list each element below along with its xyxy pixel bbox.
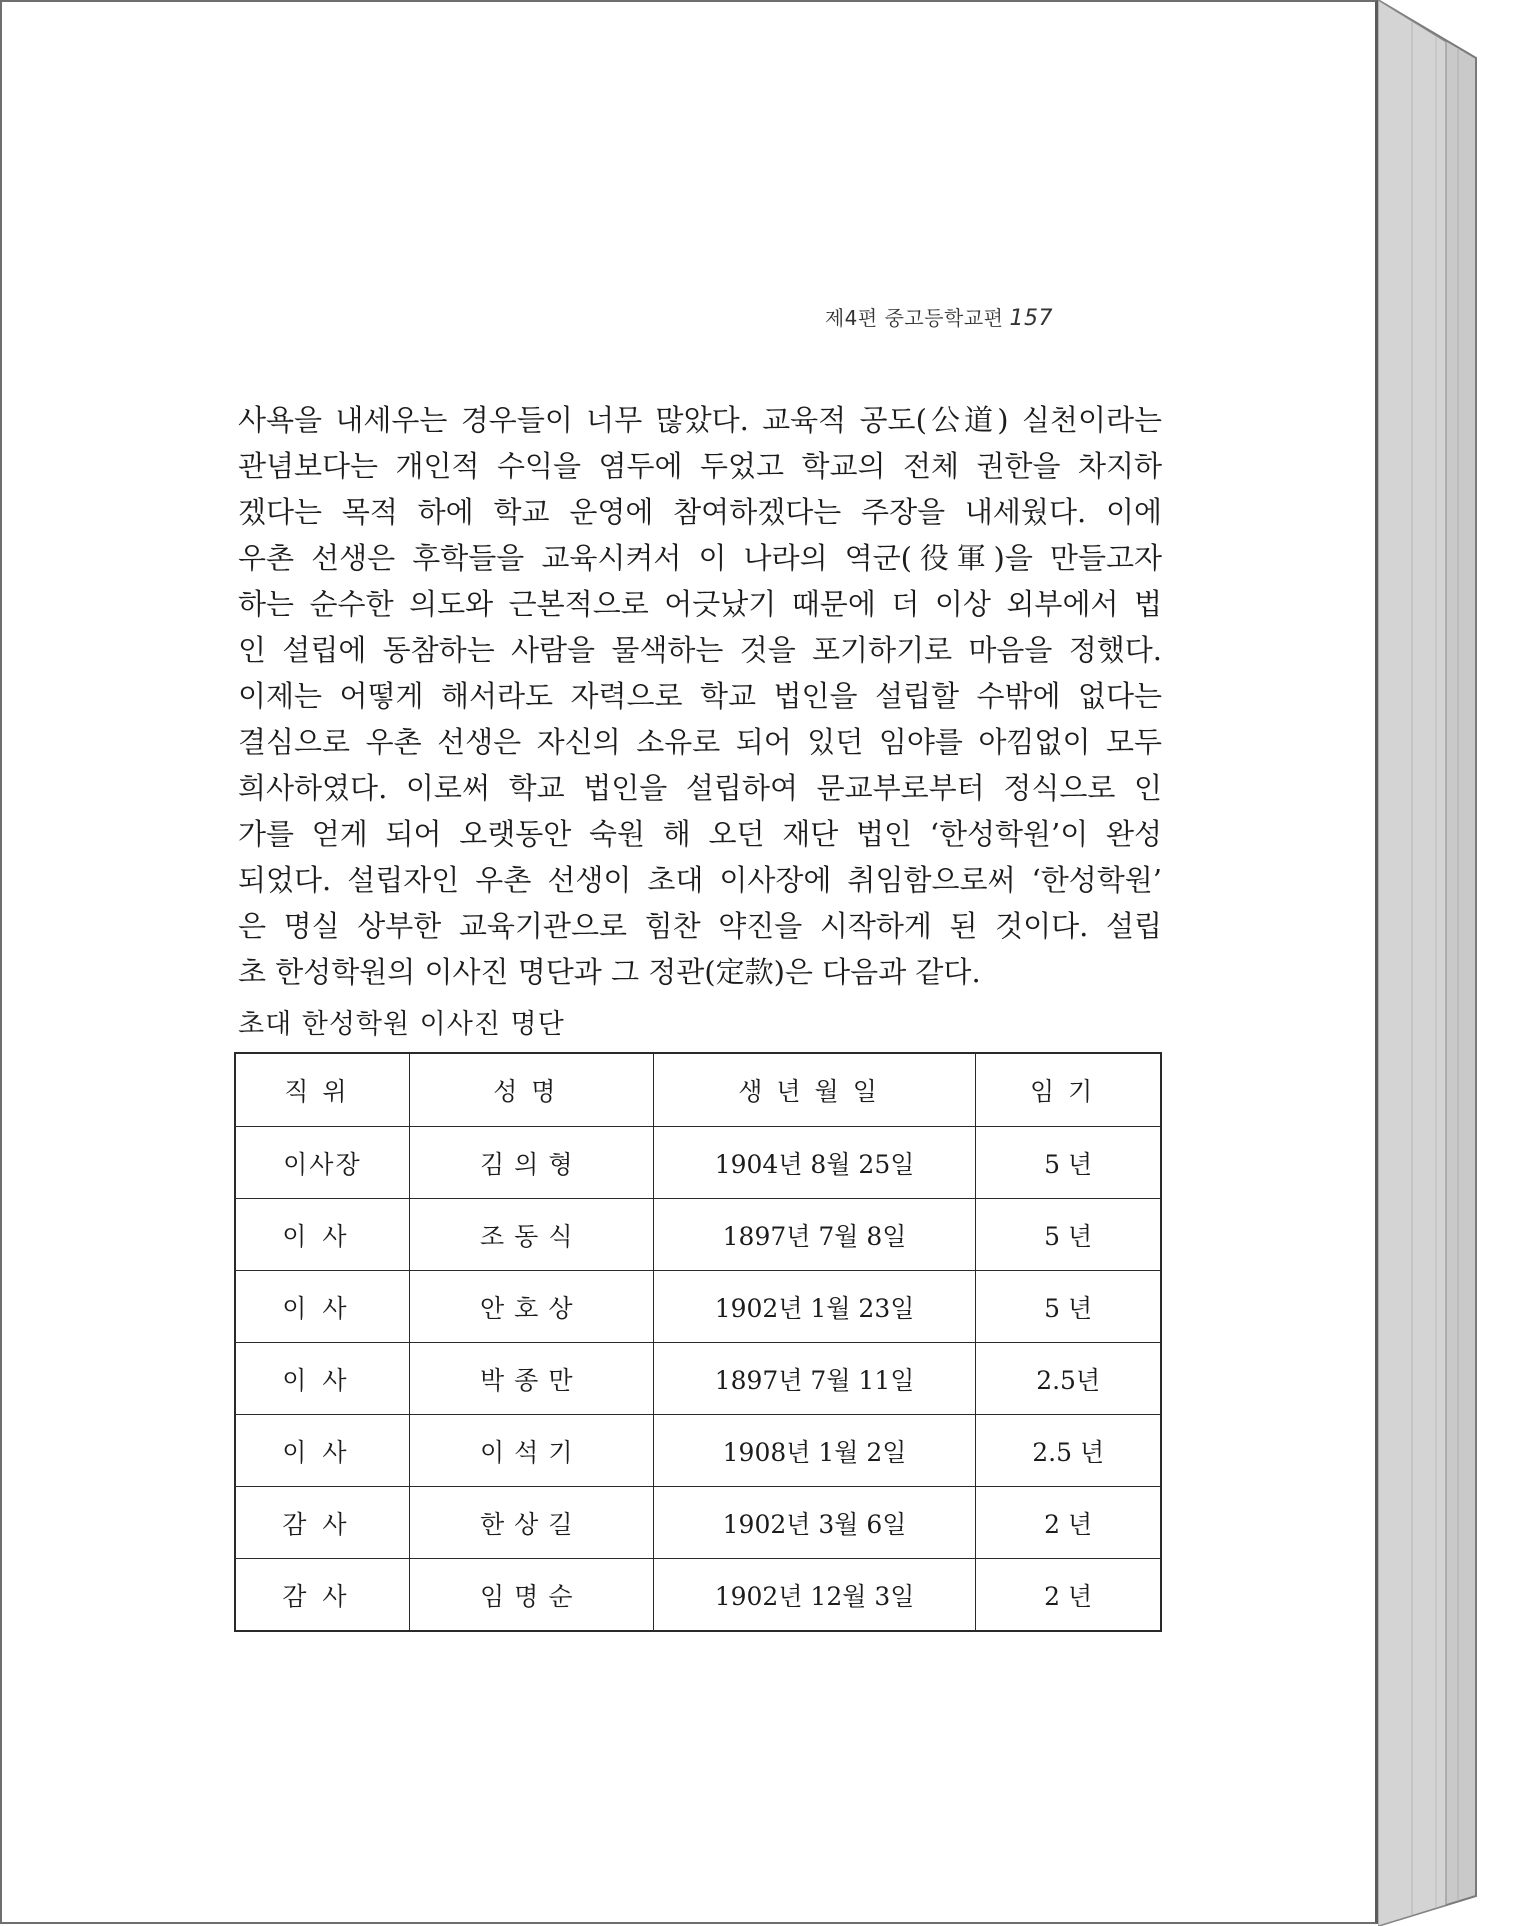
cell-term: 2.5 년 xyxy=(976,1415,1161,1487)
text-line: 우촌 선생은 후학들을 교육시켜서 이 나라의 역군(役軍)을 만들고자 xyxy=(238,541,1162,575)
text-line: 사욕을 내세우는 경우들이 너무 많았다. 교육적 공도(公道) 실천이라는 xyxy=(238,403,1162,437)
cell-birthdate: 1902년 3월 6일 xyxy=(653,1487,976,1559)
text-line: 초 한성학원의 이사진 명단과 그 정관(定款)은 다음과 같다. xyxy=(238,955,981,989)
cell-term: 5 년 xyxy=(976,1199,1161,1271)
table-row xyxy=(235,1415,1161,1487)
cell-name: 조동식 xyxy=(409,1199,653,1271)
cell-position: 감사 xyxy=(235,1559,409,1632)
cell-term: 5 년 xyxy=(976,1271,1161,1343)
text-line: 되었다. 설립자인 우촌 선생이 초대 이사장에 취임함으로써 ‘한성학원’ xyxy=(238,863,1162,897)
board-members-table xyxy=(234,1052,1162,1632)
table-row xyxy=(235,1559,1161,1632)
cell-position: 이사 xyxy=(235,1415,409,1487)
cell-name: 임명순 xyxy=(409,1559,653,1632)
cell-birthdate: 1904년 8월 25일 xyxy=(653,1127,976,1199)
cell-birthdate: 1902년 12월 3일 xyxy=(653,1559,976,1632)
cell-birthdate: 1897년 7월 8일 xyxy=(653,1199,976,1271)
text-line: 결심으로 우촌 선생은 자신의 소유로 되어 있던 임야를 아낌없이 모두 xyxy=(238,725,1162,759)
table-row xyxy=(235,1199,1161,1271)
cell-birthdate: 1897년 7월 11일 xyxy=(653,1343,976,1415)
cell-name: 안호상 xyxy=(409,1271,653,1343)
running-header xyxy=(825,302,1053,331)
cell-term: 2 년 xyxy=(976,1559,1161,1632)
cell-term: 2 년 xyxy=(976,1487,1161,1559)
cell-position: 감사 xyxy=(235,1487,409,1559)
table-row xyxy=(235,1343,1161,1415)
text-line: 이제는 어떻게 해서라도 자력으로 학교 법인을 설립할 수밖에 없다는 xyxy=(238,679,1162,713)
cell-position: 이사 xyxy=(235,1343,409,1415)
cell-name: 이석기 xyxy=(409,1415,653,1487)
table-header-row xyxy=(235,1053,1161,1127)
cell-position: 이사장 xyxy=(235,1127,409,1199)
header-position: 직위 xyxy=(235,1053,409,1127)
cell-birthdate: 1902년 1월 23일 xyxy=(653,1271,976,1343)
text-line: 은 명실 상부한 교육기관으로 힘찬 약진을 시작하게 된 것이다. 설립 xyxy=(238,909,1162,943)
text-line: 관념보다는 개인적 수익을 염두에 두었고 학교의 전체 권한을 차지하 xyxy=(238,449,1162,483)
cell-term: 5 년 xyxy=(976,1127,1161,1199)
text-line: 가를 얻게 되어 오랫동안 숙원 해 오던 재단 법인 ‘한성학원’이 완성 xyxy=(238,817,1162,851)
text-line: 하는 순수한 의도와 근본적으로 어긋났기 때문에 더 이상 외부에서 법 xyxy=(238,587,1162,621)
header-birthdate: 생년월일 xyxy=(653,1053,976,1127)
table-row xyxy=(235,1487,1161,1559)
page-stack-edge xyxy=(1378,0,1522,1926)
cell-name: 한상길 xyxy=(409,1487,653,1559)
cell-term: 2.5년 xyxy=(976,1343,1161,1415)
header-term: 임기 xyxy=(976,1053,1161,1127)
section-title: 제4편 중고등학교편 xyxy=(824,306,1004,330)
cell-name: 박종만 xyxy=(409,1343,653,1415)
body-paragraph xyxy=(238,397,1162,995)
cell-position: 이사 xyxy=(235,1199,409,1271)
text-line: 겠다는 목적 하에 학교 운영에 참여하겠다는 주장을 내세웠다. 이에 xyxy=(238,495,1162,529)
table-row xyxy=(235,1127,1161,1199)
table-row xyxy=(235,1271,1161,1343)
cell-name: 김의형 xyxy=(409,1127,653,1199)
cell-birthdate: 1908년 1월 2일 xyxy=(653,1415,976,1487)
text-line: 희사하였다. 이로써 학교 법인을 설립하여 문교부로부터 정식으로 인 xyxy=(238,771,1162,805)
page-number: 157 xyxy=(1009,306,1053,331)
cell-position: 이사 xyxy=(235,1271,409,1343)
table-caption: 초대 한성학원 이사진 명단 xyxy=(238,1009,565,1040)
header-name: 성명 xyxy=(409,1053,653,1127)
text-line: 인 설립에 동참하는 사람을 물색하는 것을 포기하기로 마음을 정했다. xyxy=(238,633,1162,667)
